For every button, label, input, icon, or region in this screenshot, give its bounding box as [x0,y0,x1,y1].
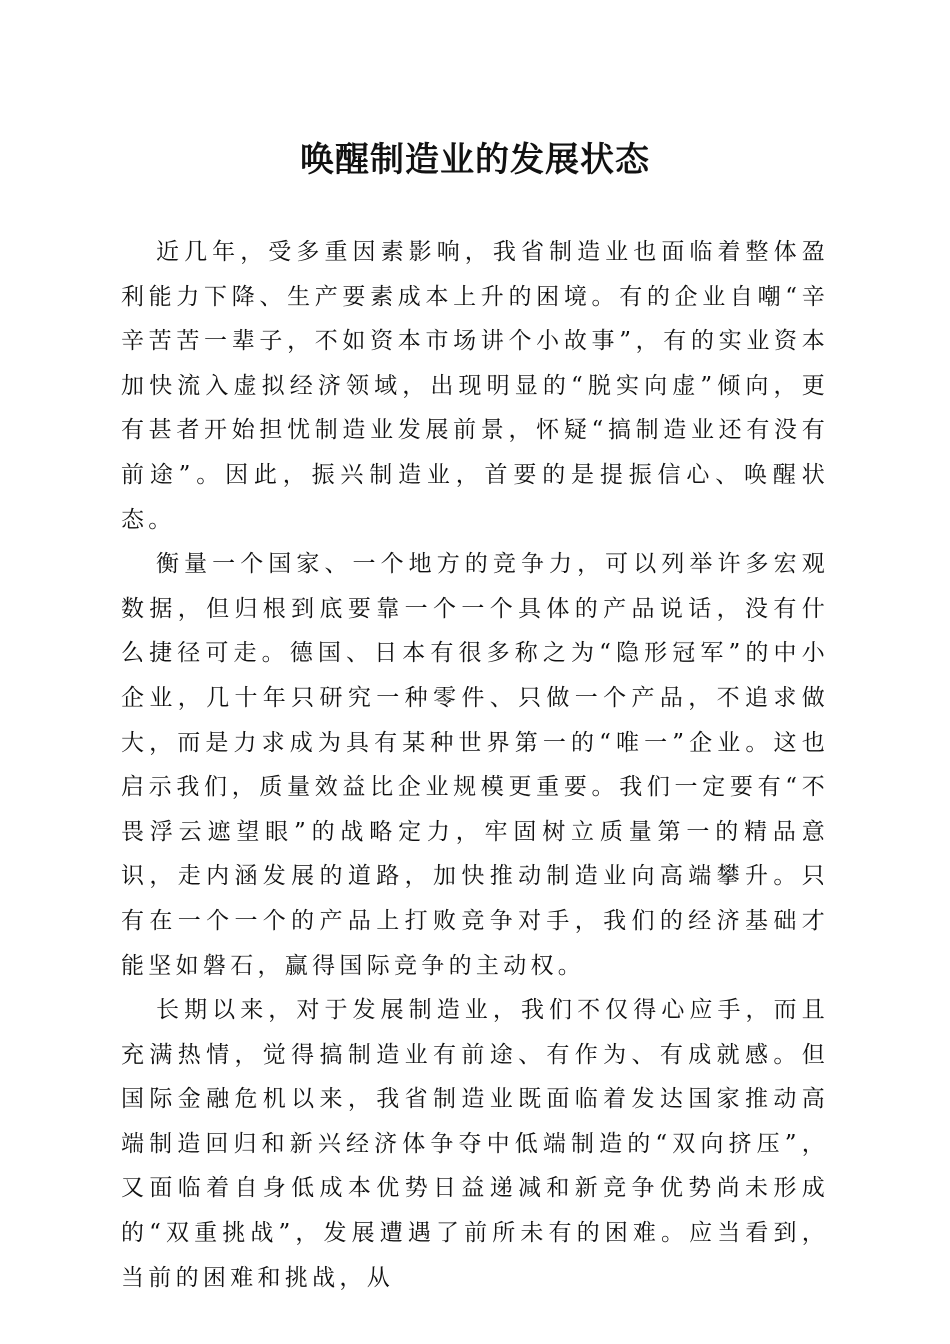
document-title: 唤醒制造业的发展状态 [300,140,650,180]
paragraph-1: 近几年，受多重因素影响，我省制造业也面临着整体盈利能力下降、生产要素成本上升的困境。有的企业自嘲“辛辛苦苦一辈子，不如资本市场讲个小故事”，有的实业资本加快流入虚拟经济领域，出现明显的“脱实向虚”倾向，更有甚者开始担忧制造业发展前景，怀疑“搞制造业还有没有前途”。因此，振兴制造业，首要的是提振信心、唤醒状态。 [121,239,829,533]
paragraph-2: 衡量一个国家、一个地方的竞争力，可以列举许多宏观数据，但归根到底要靠一个一个具体的产品说话，没有什么捷径可走。德国、日本有很多称之为“隐形冠军”的中小企业，几十年只研究一种零件、只做一个产品，不追求做大，而是力求成为具有某种世界第一的“唯一”企业。这也启示我们，质量效益比企业规模更重要。我们一定要有“不畏浮云遮望眼”的战略定力，牢固树立质量第一的精品意识，走内涵发展的道路，加快推动制造业向高端攀升。只有在一个一个的产品上打败竞争对手，我们的经济基础才能坚如磐石，赢得国际竞争的主动权。 [121,551,829,979]
paragraph-3: 长期以来，对于发展制造业，我们不仅得心应手，而且充满热情，觉得搞制造业有前途、有作为、有成就感。但国际金融危机以来，我省制造业既面临着发达国家推动高端制造回归和新兴经济体争夺中低端制造的“双向挤压”，又面临着自身低成本优势日益递减和新竞争优势尚未形成的“双重挑战”，发展遭遇了前所未有的困难。应当看到，当前的困难和挑战，从 [121,997,829,1291]
document-body [121,230,829,1300]
